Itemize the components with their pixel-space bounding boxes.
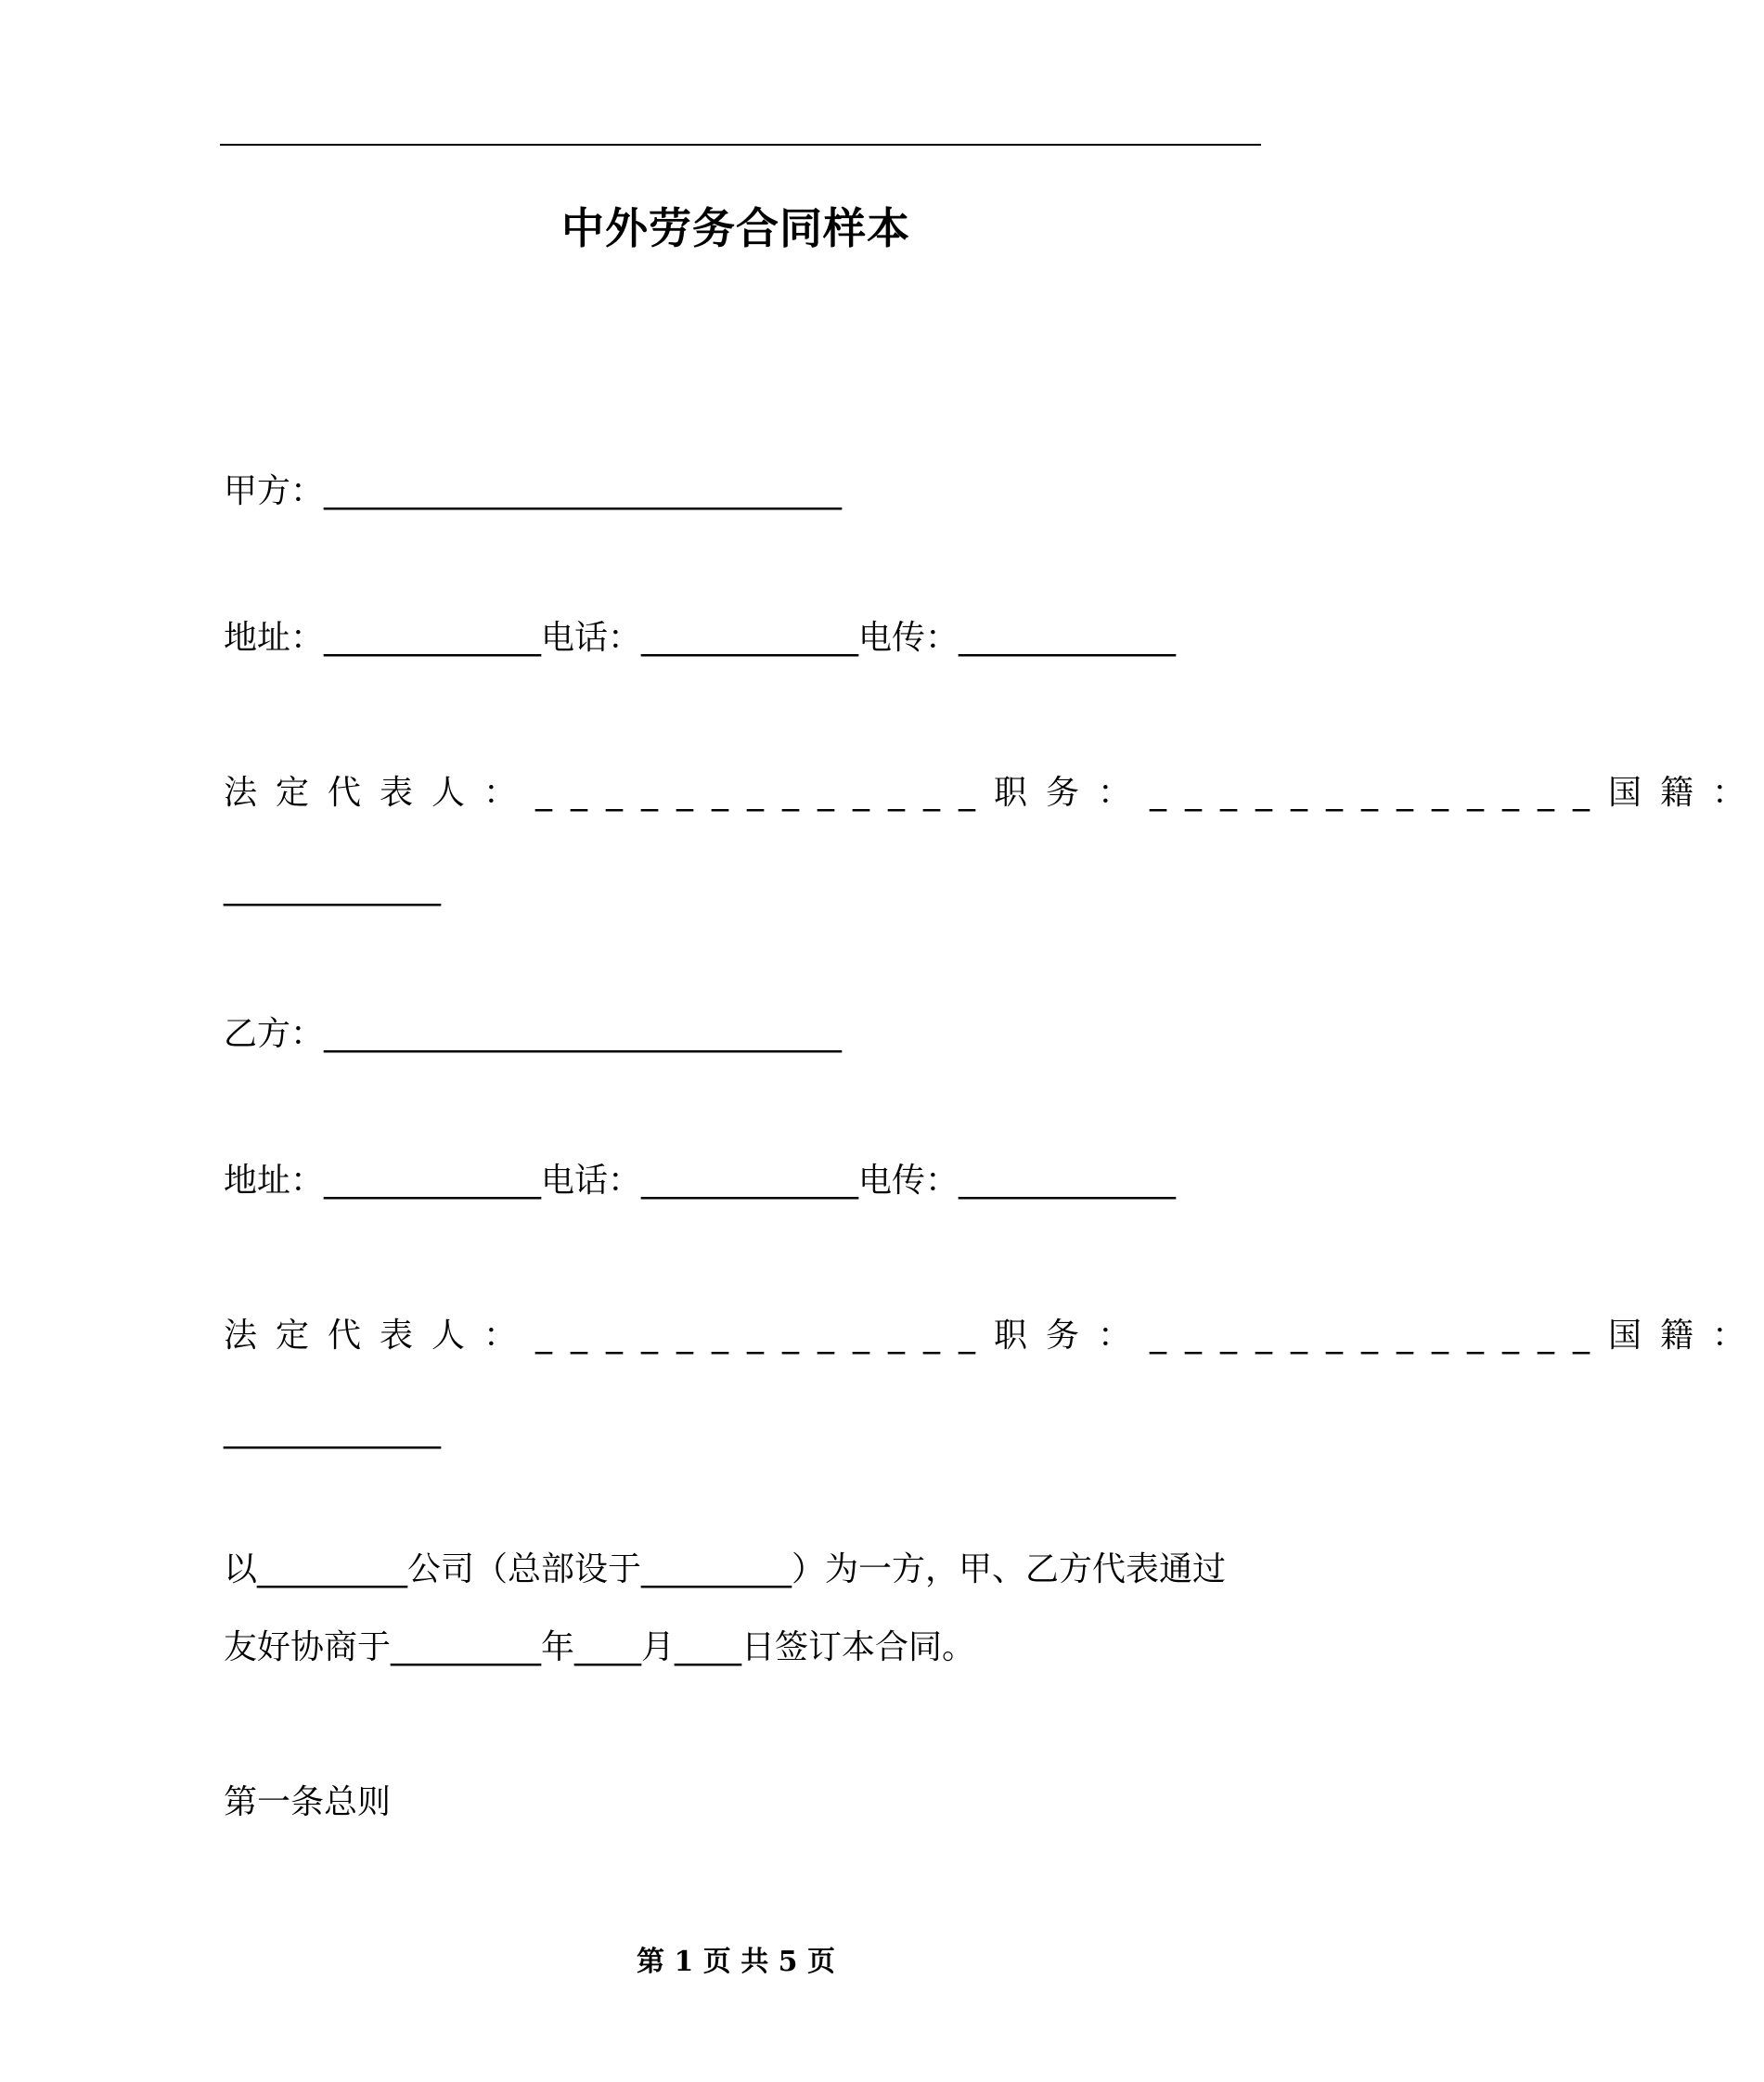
- document-title: 中外劳务合同样本: [561, 203, 910, 253]
- party-b-name-line: 乙方：_______________________________: [224, 1015, 843, 1053]
- page-footer: 第 1 页 共 5 页: [637, 1946, 835, 1978]
- party-a-representative-line: 法定代表人：_____________职务：_____________国籍：: [224, 774, 1764, 812]
- party-b-representative-line: 法定代表人：_____________职务：_____________国籍：: [224, 1317, 1764, 1355]
- intro-line-2: 友好协商于_________年____月____日签订本合同。: [224, 1628, 976, 1666]
- party-a-nationality-blank: _____________: [224, 868, 441, 906]
- header-rule: [220, 144, 1261, 146]
- party-b-nationality-blank: _____________: [224, 1411, 441, 1449]
- section-1-heading: 第一条总则: [224, 1783, 392, 1821]
- intro-line-1: 以_________公司（总部设于_________）为一方，甲、乙方代表通过: [224, 1550, 1227, 1588]
- party-b-contact-line: 地址：_____________电话：_____________电传：_____________: [224, 1162, 1177, 1200]
- party-a-name-line: 甲方：_______________________________: [224, 472, 843, 510]
- party-a-contact-line: 地址：_____________电话：_____________电传：_____________: [224, 619, 1177, 657]
